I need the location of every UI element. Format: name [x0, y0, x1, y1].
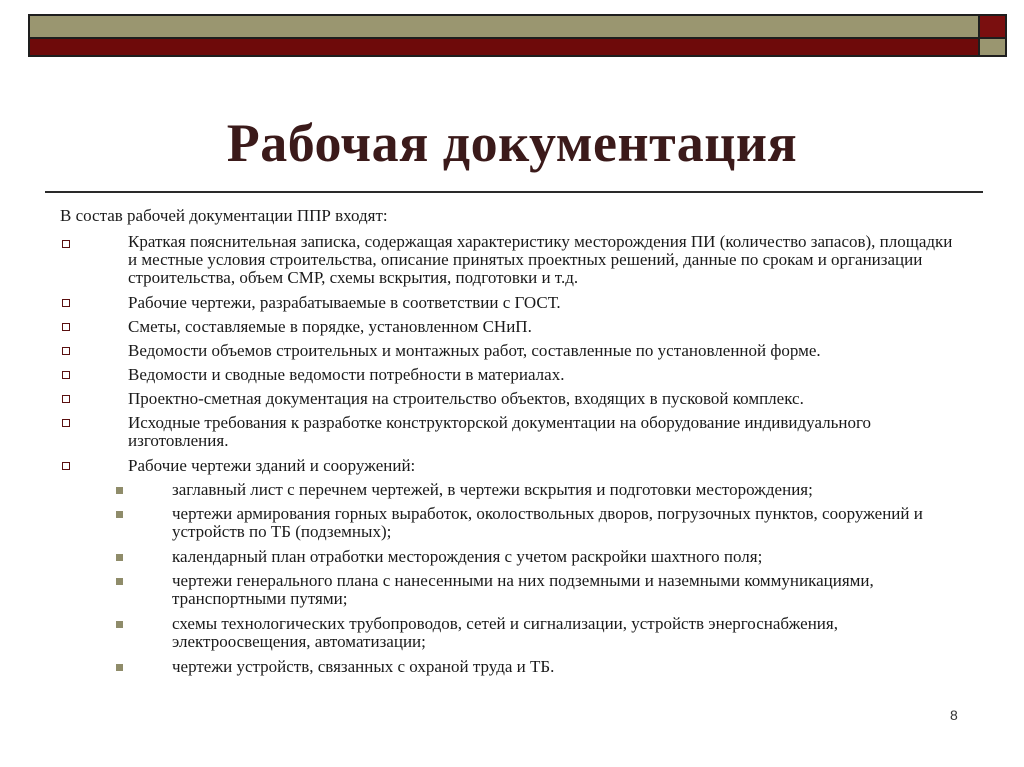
header-square-olive	[980, 39, 1007, 57]
square-bullet-icon	[62, 347, 70, 355]
page-number: 8	[950, 707, 958, 723]
filled-square-bullet-icon	[116, 664, 123, 671]
square-bullet-icon	[62, 371, 70, 379]
list-item: Проектно-сметная документация на строительство объектов, входящих в пусковой комплекс.	[128, 389, 804, 408]
slide-title: Рабочая документация	[226, 113, 798, 173]
filled-square-bullet-icon	[116, 511, 123, 518]
sub-list-item: схемы технологических трубопроводов, сетей и сигнализации, устройств энергоснабжения, электроосвещения, автоматизации;	[172, 614, 838, 651]
sub-list-item: календарный план отработки месторождения с учетом раскройки шахтного поля;	[172, 547, 763, 566]
header-bar-red	[28, 39, 980, 57]
list-item: Исходные требования к разработке конструкторской документации на оборудование индивидуального изготовления.	[128, 413, 872, 450]
intro-text: В состав рабочей документации ППР входят:	[60, 206, 388, 225]
title-divider	[45, 191, 983, 193]
square-bullet-icon	[62, 419, 70, 427]
square-bullet-icon	[62, 395, 70, 403]
list-item: Ведомости объемов строительных и монтажных работ, составленные по установленной форме.	[128, 341, 821, 360]
square-bullet-icon	[62, 240, 70, 248]
square-bullet-icon	[62, 462, 70, 470]
filled-square-bullet-icon	[116, 578, 123, 585]
header-square-red	[980, 14, 1007, 39]
sub-list-item: чертежи устройств, связанных с охраной труда и ТБ.	[172, 657, 555, 676]
sub-list-item: чертежи генерального плана с нанесенными на них подземными и наземными коммуникациями, транспортными путями;	[172, 571, 874, 608]
header-bar-olive	[28, 14, 980, 39]
filled-square-bullet-icon	[116, 554, 123, 561]
filled-square-bullet-icon	[116, 487, 123, 494]
list-item: Ведомости и сводные ведомости потребности в материалах.	[128, 365, 565, 384]
square-bullet-icon	[62, 323, 70, 331]
list-item: Рабочие чертежи, разрабатываемые в соответствии с ГОСТ.	[128, 293, 561, 312]
sub-list-item: заглавный лист с перечнем чертежей, в чертежи вскрытия и подготовки месторождения;	[172, 480, 813, 499]
sub-list-item: чертежи армирования горных выработок, околоствольных дворов, погрузочных пунктов, сооружений и устройств по ТБ (подземных);	[172, 504, 923, 541]
list-item: Сметы, составляемые в порядке, установленном СНиП.	[128, 317, 532, 336]
square-bullet-icon	[62, 299, 70, 307]
list-item: Рабочие чертежи зданий и сооружений:	[128, 456, 416, 475]
filled-square-bullet-icon	[116, 621, 123, 628]
list-item: Краткая пояснительная записка, содержащая характеристику месторождения ПИ (количество запасов), площадки и местные условия строительства, описание принятых проектных решений, данные по срокам и организации строительства, объем СМР, схемы вскрытия, подготовки и т.д.	[128, 232, 953, 287]
